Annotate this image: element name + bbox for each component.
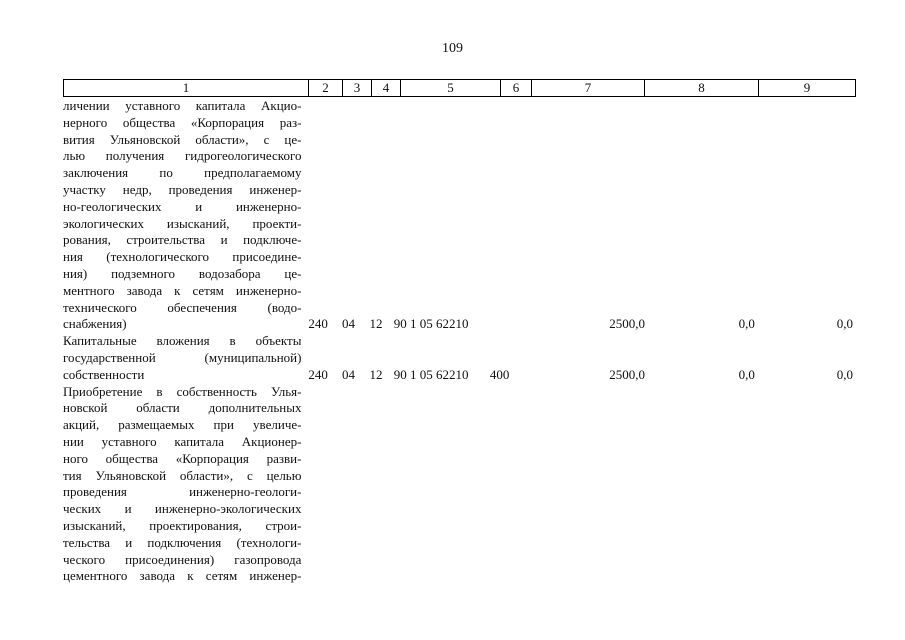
- table-body: [63, 98, 853, 585]
- description-line: экологических изысканий, проекти-: [63, 215, 302, 231]
- description-line: Капитальные вложения в объекты: [63, 333, 302, 349]
- description-line: нерного общества «Корпорация раз-: [63, 114, 302, 130]
- cell-amount-7: 2500,0: [609, 316, 645, 332]
- table-row: [63, 98, 853, 333]
- cell-amount-8: 0,0: [738, 366, 755, 382]
- description-line: акций, размещаемых при увеличе-: [63, 417, 302, 433]
- description-line: но-геологических и инженерно-: [63, 198, 302, 214]
- cell-amount-9: 0,0: [836, 366, 853, 382]
- column-header-4: 4: [372, 80, 401, 97]
- page-number: 109: [442, 41, 463, 56]
- cell-amount-8: 0,0: [738, 316, 755, 332]
- column-header-8: 8: [645, 80, 759, 97]
- cell-subsection: 12: [369, 366, 383, 382]
- description-line: ного общества «Корпорация разви-: [63, 450, 302, 466]
- description-line: изысканий, проектирования, строи-: [63, 517, 302, 533]
- table-row: [63, 333, 853, 383]
- column-header-7: 7: [532, 80, 645, 97]
- description-line: ческого присоединения) газопровода: [63, 551, 302, 567]
- description-line: Приобретение в собственность Улья-: [63, 383, 302, 399]
- description-line: государственной (муниципальной): [63, 349, 302, 365]
- column-header-2: 2: [309, 80, 343, 97]
- cell-amount-7: 2500,0: [609, 366, 645, 382]
- column-header-9: 9: [759, 80, 856, 97]
- description-line: проведения инженерно-геологи-: [63, 484, 302, 500]
- description-line: рования, строительства и подключе-: [63, 232, 302, 248]
- cell-section: 04: [342, 316, 356, 332]
- cell-subsection: 12: [369, 316, 383, 332]
- cell-ministry-code: 240: [308, 366, 328, 382]
- cell-target-article: 90 1 05 62210: [393, 366, 469, 382]
- column-header-row: [63, 79, 856, 97]
- table-row: [63, 384, 853, 586]
- description-line: ния) подземного водозабора це-: [63, 265, 302, 281]
- description-line: ния (технологического присоедине-: [63, 249, 302, 265]
- column-header-1: 1: [64, 80, 309, 97]
- row-description: [63, 333, 301, 383]
- cell-ministry-code: 240: [308, 316, 328, 332]
- cell-target-article: 90 1 05 62210: [393, 316, 469, 332]
- description-line: цементного завода к сетям инженер-: [63, 568, 302, 584]
- description-line: собственности: [63, 366, 145, 382]
- description-line: нии уставного капитала Акционер-: [63, 433, 302, 449]
- description-line: лью получения гидрогеологического: [63, 148, 302, 164]
- description-line: технического обеспечения (водо-: [63, 299, 302, 315]
- row-description: [63, 384, 301, 586]
- description-line: тельства и подключения (технологи-: [63, 534, 302, 550]
- column-header-5: 5: [401, 80, 501, 97]
- description-line: вития Ульяновской области», с це-: [63, 131, 302, 147]
- description-line: ческих и инженерно-экологических: [63, 501, 302, 517]
- cell-amount-9: 0,0: [836, 316, 853, 332]
- row-description: [63, 98, 301, 333]
- description-line: заключения по предполагаемому: [63, 165, 302, 181]
- column-header-6: 6: [501, 80, 532, 97]
- description-line: снабжения): [63, 316, 127, 332]
- description-line: личении уставного капитала Акцио-: [63, 98, 302, 113]
- description-line: участку недр, проведения инженер-: [63, 181, 302, 197]
- cell-expense-type: 400: [489, 366, 510, 382]
- description-line: ментного завода к сетям инженерно-: [63, 282, 302, 298]
- description-line: новской области дополнительных: [63, 400, 302, 416]
- cell-section: 04: [342, 366, 356, 382]
- description-line: тия Ульяновской области», с целью: [63, 467, 302, 483]
- column-header-3: 3: [343, 80, 372, 97]
